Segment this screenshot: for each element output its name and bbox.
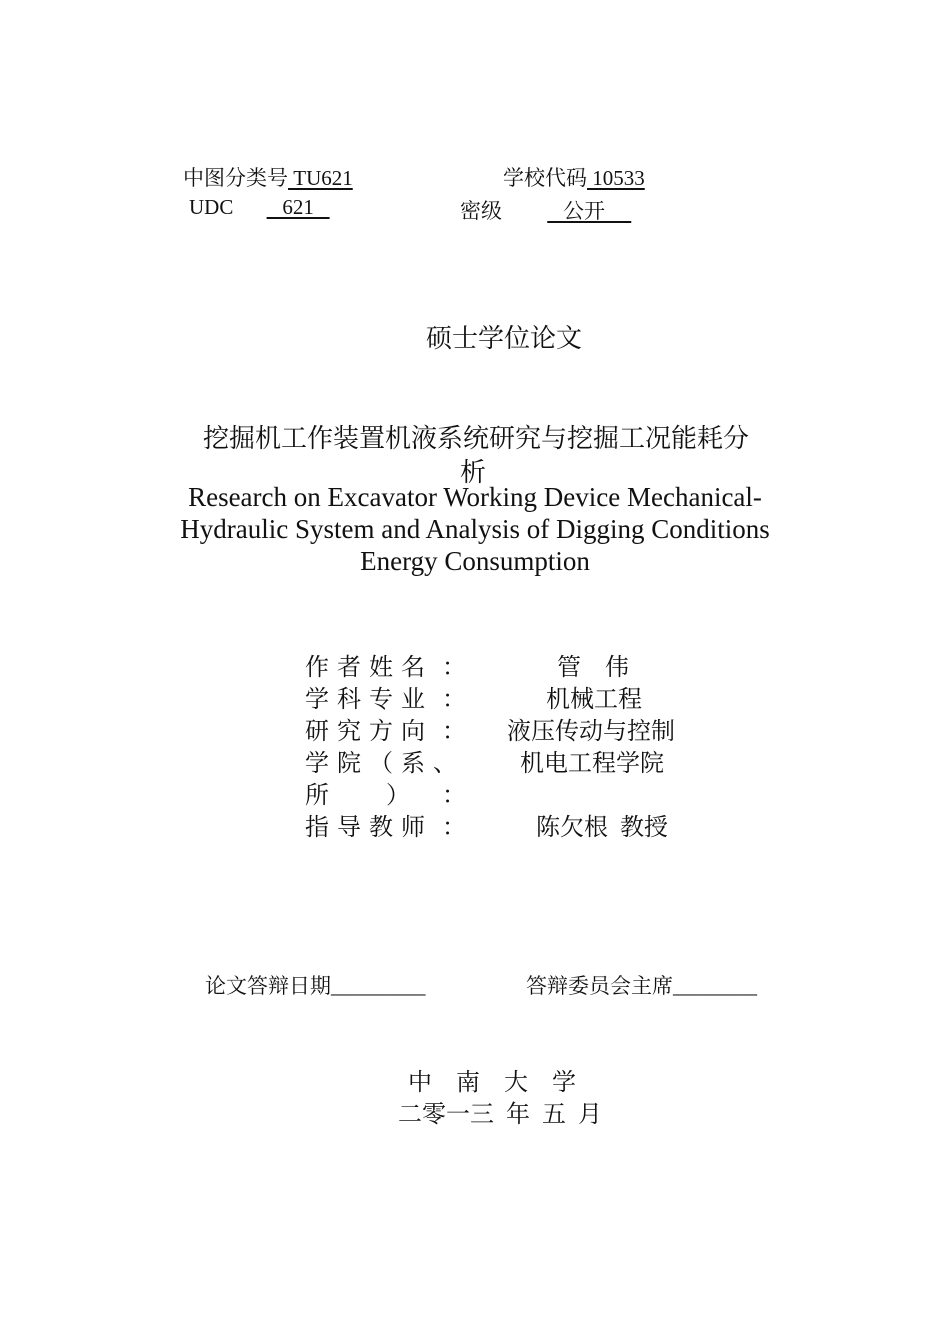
advisor-value: 陈欠根 教授 xyxy=(536,815,668,841)
classification-label: 中图分类号 xyxy=(183,166,288,190)
secret-level-row xyxy=(460,195,631,225)
school-code-row xyxy=(503,162,645,192)
university-name: 中 南 大 学 xyxy=(408,1070,576,1096)
advisor-colon: ： xyxy=(442,815,466,841)
major-label: 学 科 专 业 xyxy=(305,687,426,713)
udc-row xyxy=(189,195,330,220)
defense-chair-row xyxy=(526,970,757,1000)
english-title-line-3: Energy Consumption xyxy=(360,546,590,576)
defense-date-label: 论文答辩日期 xyxy=(205,974,331,998)
major-value: 机械工程 xyxy=(546,687,642,713)
defense-chair-blank: ________ xyxy=(673,974,757,998)
college-colon: ： xyxy=(442,783,466,809)
chinese-title-line-2: 析 xyxy=(460,458,487,488)
advisor-label: 指 导 教 师 xyxy=(305,815,426,841)
college-value: 机电工程学院 xyxy=(520,751,664,777)
defense-date-row xyxy=(205,970,426,1000)
english-title-line-2: Hydraulic System and Analysis of Digging Conditions xyxy=(180,514,770,544)
udc-value: 621 xyxy=(266,195,330,219)
major-colon: ： xyxy=(442,687,466,713)
college-label-line-2: 所 ） xyxy=(305,783,411,809)
author-label: 作 者 姓 名 xyxy=(305,655,426,681)
classification-row xyxy=(183,162,353,192)
chinese-title-line-1: 挖掘机工作装置机液系统研究与挖掘工况能耗分 xyxy=(203,424,750,454)
thesis-date: 二零一三 年 五 月 xyxy=(398,1102,602,1128)
defense-chair-label: 答辩委员会主席 xyxy=(526,974,673,998)
udc-label: UDC xyxy=(189,195,234,219)
school-code-label: 学校代码 xyxy=(503,166,587,190)
direction-label: 研 究 方 向 xyxy=(305,719,426,745)
english-title-line-1: Research on Excavator Working Device Mechanical- xyxy=(188,482,762,512)
direction-colon: ： xyxy=(442,719,466,745)
secret-level-label: 密级 xyxy=(460,199,502,223)
classification-value: TU621 xyxy=(288,166,353,190)
defense-date-blank: _________ xyxy=(331,974,426,998)
secret-level-value: 公开 xyxy=(547,199,632,223)
direction-value: 液压传动与控制 xyxy=(507,719,675,745)
author-colon: ： xyxy=(442,655,466,681)
school-code-value: 10533 xyxy=(587,166,645,190)
author-value: 管 伟 xyxy=(557,655,629,681)
degree-title: 硕士学位论文 xyxy=(425,324,582,354)
college-label-line-1: 学 院 （ 系 、 xyxy=(305,751,458,777)
